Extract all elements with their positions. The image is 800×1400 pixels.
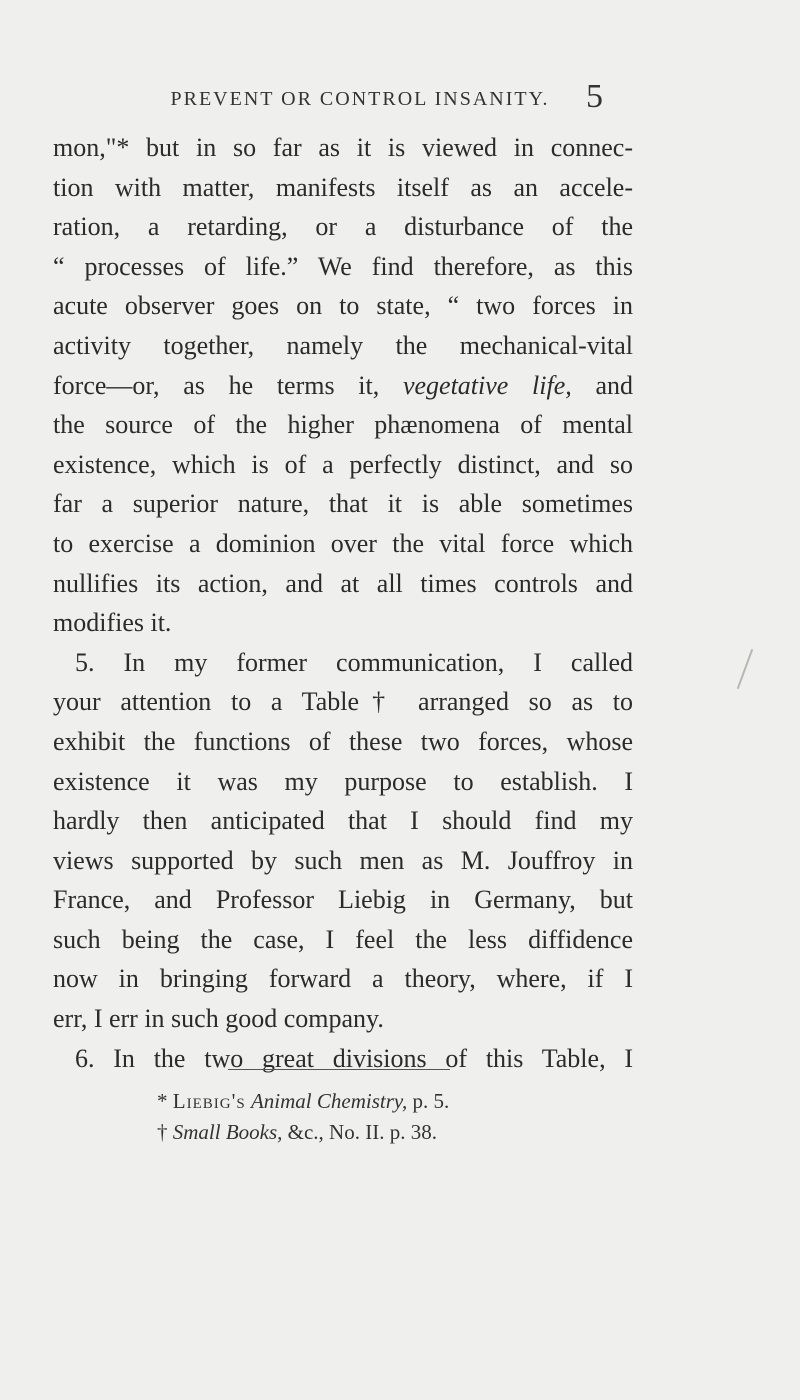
text-line-22: now in bringing forward a theory, where, if I <box>53 964 633 994</box>
text-line-18: hardly then anticipated that I should find my <box>53 806 633 836</box>
text-line-6: activity together, namely the mechanical-vital <box>53 330 633 360</box>
text-line-5: acute observer goes on to state, “ two forces in <box>53 291 633 321</box>
footnote-2 <box>157 1117 449 1148</box>
footnotes <box>157 1086 449 1148</box>
text-line-20: France, and Professor Liebig in Germany, but <box>53 885 633 915</box>
text-line-8: the source of the higher phænomena of mental <box>53 410 633 440</box>
text-line-2: tion with matter, manifests itself as an accele- <box>53 172 633 202</box>
footnote-1-page: p. 5. <box>412 1089 450 1113</box>
footnote-2-rest: &c., No. II. p. 38. <box>287 1120 437 1144</box>
text-line-16: exhibit the functions of these two forces, whose <box>53 726 633 756</box>
text-line-21: such being the case, I feel the less diffidence <box>53 924 633 954</box>
footnote-2-mark: † <box>157 1120 168 1144</box>
running-title: PREVENT OR CONTROL INSANITY. <box>170 88 550 110</box>
body-text <box>53 128 633 1078</box>
text-line-1: mon,"* but in so far as it is viewed in connec- <box>53 133 633 162</box>
text-line-11: to exercise a dominion over the vital force which <box>53 528 633 558</box>
text-line-12: nullifies its action, and at all times controls and <box>53 568 633 598</box>
page-number: 5 <box>586 78 603 115</box>
text-line-10: far a superior nature, that it is able sometimes <box>53 489 633 519</box>
footnote-1-author: Liebig's <box>172 1089 246 1113</box>
text-line-4: “ processes of life.” We find therefore, as this <box>53 251 633 281</box>
text-line-17: existence it was my purpose to establish. I <box>53 766 633 796</box>
footnote-rule <box>228 1069 450 1070</box>
text-line-13: modifies it. <box>53 608 172 638</box>
footnote-1 <box>157 1086 449 1117</box>
text-line-3: ration, a retarding, or a disturbance of the <box>53 212 633 242</box>
italic-phrase: vegetative life, <box>402 370 572 400</box>
text-line-7-end: and <box>595 370 633 400</box>
footnote-2-title: Small Books, <box>172 1120 283 1144</box>
footnote-1-mark: * <box>157 1089 168 1113</box>
text-line-9: existence, which is of a perfectly distinct, and so <box>53 449 633 479</box>
text-line-24: 6. In the two great divisions of this Table, I <box>75 1043 633 1073</box>
text-line-7-start: force—or, as he terms it, <box>53 370 380 400</box>
text-line-19: views supported by such men as M. Jouffroy in <box>53 845 633 875</box>
text-line-15: your attention to a Table† arranged so as to <box>53 687 633 717</box>
text-line-23: err, I err in such good company. <box>53 1004 384 1034</box>
footnote-1-title: Animal Chemistry, <box>250 1089 408 1113</box>
margin-pencil-mark <box>734 648 758 690</box>
text-line-7 <box>53 366 633 406</box>
text-line-14: 5. In my former communication, I called <box>75 647 633 677</box>
